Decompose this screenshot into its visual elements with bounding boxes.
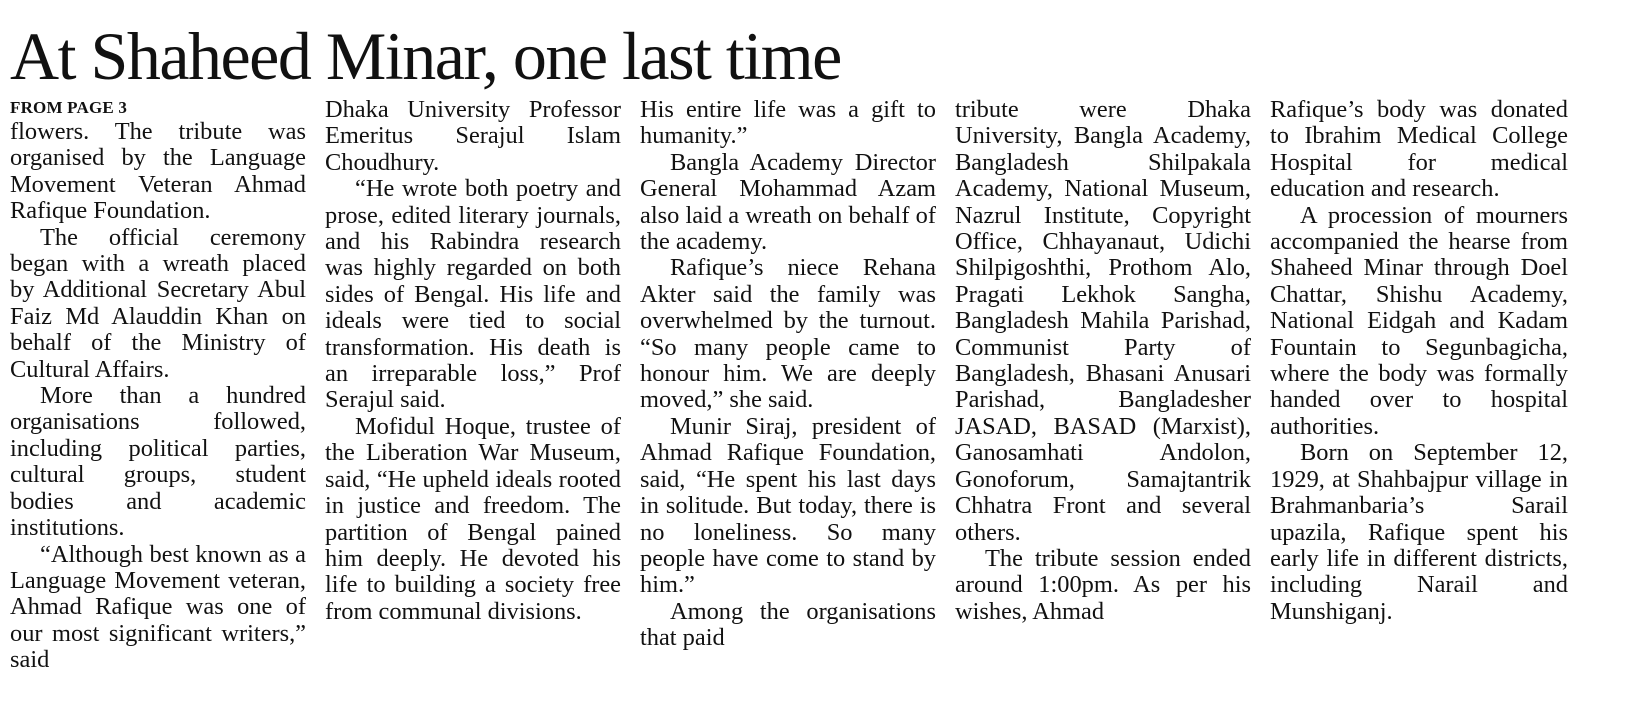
paragraph: tribute were Dhaka University, Bangla Academy, Bangladesh Shilpakala Academy, National Museum, Nazrul Institute, Copyright Office, Chhayanaut, Udichi Shilpigoshthi, Prothom Alo, Pragati Lekhok Sangha, Bangladesh Mahila Parishad, Communist Party of Bangladesh, Bhasani Anusari Parishad, Bangladesher JASAD, BASAD (Marxist), Ganosamhati Andolon, Gonoforum, Samajtantrik Chhatra Front and several others. — [955, 97, 1251, 546]
text-column-5 — [1270, 97, 1568, 715]
paragraph: Bangla Academy Director General Mohammad Azam also laid a wreath on behalf of the academy. — [640, 148, 936, 256]
paragraph: Rafique’s niece Rehana Akter said the family was overwhelmed by the turnout. “So many people came to honour him. We are deeply moved,” she said. — [640, 254, 936, 414]
paragraph: Rafique’s body was donated to Ibrahim Medical College Hospital for medical education and research. — [1270, 97, 1568, 203]
text-column-2 — [325, 97, 621, 715]
paragraph: A procession of mourners accompanied the hearse from Shaheed Minar through Doel Chattar, Shishu Academy, National Eidgah and Kadam Fountain to Segunbagicha, where the body was formally handed over to hospital authorities. — [1270, 201, 1568, 440]
paragraph: Born on September 12, 1929, at Shahbajpur village in Brahmanbaria’s Sarail upazila, Rafique spent his early life in different districts, including Narail and Munshiganj. — [1270, 439, 1568, 625]
jump-line: FROM PAGE 3 — [10, 98, 128, 117]
paragraph: Dhaka University Professor Emeritus Serajul Islam Choudhury. — [325, 97, 621, 176]
text-column-4 — [955, 97, 1251, 715]
headline: At Shaheed Minar, one last time — [10, 18, 841, 94]
paragraph: The tribute session ended around 1:00pm. As per his wishes, Ahmad — [955, 544, 1251, 625]
paragraph: Mofidul Hoque, trustee of the Liberation War Museum, said, “He upheld ideals rooted in justice and freedom. The partition of Bengal pained him deeply. He devoted his life to building a society free from communal divisions. — [325, 412, 621, 625]
text-column-3 — [640, 97, 936, 715]
news-article — [10, 0, 1624, 719]
paragraph: “He wrote both poetry and prose, edited literary journals, and his Rabindra research was highly regarded on both sides of Bengal. His life and ideals were tied to social transformation. His death is an irreparable loss,” Prof Serajul said. — [325, 175, 621, 414]
paragraph: His entire life was a gift to humanity.” — [640, 97, 936, 150]
paragraph: “Although best known as a Language Movement veteran, Ahmad Rafique was one of our most significant writers,” said — [10, 540, 306, 674]
paragraph: More than a hundred organisations followed, including political parties, cultural groups, student bodies and academic institutions. — [10, 382, 306, 542]
paragraph: Among the organisations that paid — [640, 597, 936, 652]
paragraph: Munir Siraj, president of Ahmad Rafique Foundation, said, “He spent his last days in solitude. But today, there is no loneliness. So many people have come to stand by him.” — [640, 412, 936, 599]
text-column-1 — [10, 97, 306, 715]
paragraph: flowers. The tribute was organised by the Language Movement Veteran Ahmad Rafique Foundation. — [10, 118, 306, 225]
paragraph: The official ceremony began with a wreath placed by Additional Secretary Abul Faiz Md Alauddin Khan on behalf of the Ministry of Cultural Affairs. — [10, 223, 306, 383]
article-body — [10, 97, 1624, 715]
